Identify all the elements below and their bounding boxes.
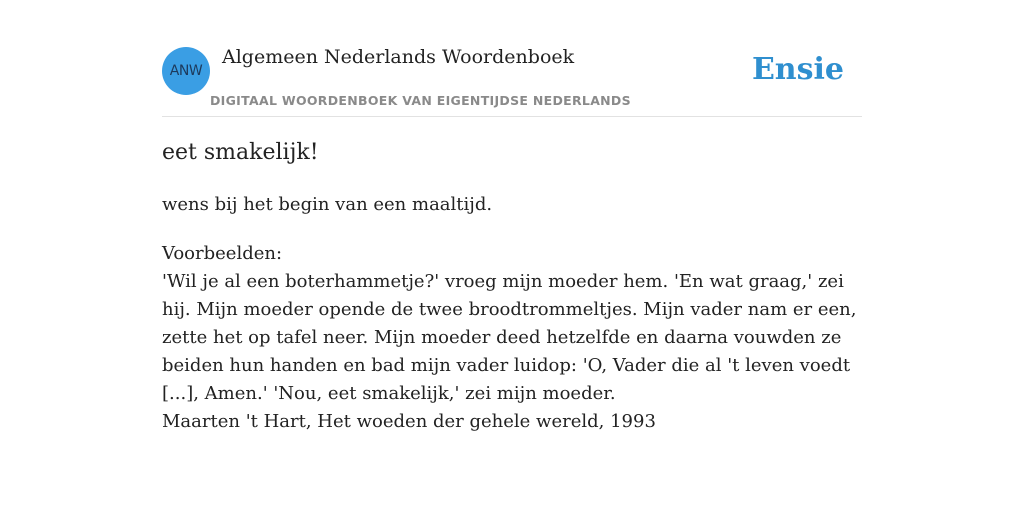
- anw-logo[interactable]: [162, 47, 210, 95]
- site-header: [162, 0, 862, 117]
- example-text: 'Wil je al een boterhammetje?' vroeg mijn moeder hem. 'En wat graag,' zei hij. Mijn moeder opende de twee broodtrommeltjes. Mijn vader nam er een, zette het op tafel neer. Mijn moeder deed hetzelfde en daarna vouwden ze beiden hun handen en bad mijn vader luidop: 'O, Vader die al 't leven voedt [...], Amen.' 'Nou, eet smakelijk,' zei mijn moeder.: [162, 271, 857, 404]
- entry-definition: wens bij het begin van een maaltijd.: [162, 194, 493, 215]
- entry-headword: eet smakelijk!: [162, 140, 319, 165]
- examples-section: [162, 240, 867, 436]
- examples-label: Voorbeelden:: [162, 243, 283, 264]
- example-source: Maarten 't Hart, Het woeden der gehele wereld, 1993: [162, 411, 656, 432]
- page-container: [162, 0, 862, 432]
- ensie-brand-logo[interactable]: Ensie: [751, 52, 844, 87]
- site-subtitle: DIGITAAL WOORDENBOEK VAN EIGENTIJDSE NEDERLANDS: [210, 93, 631, 108]
- site-title[interactable]: Algemeen Nederlands Woordenboek: [222, 46, 575, 68]
- logo-text: ANW: [169, 63, 203, 79]
